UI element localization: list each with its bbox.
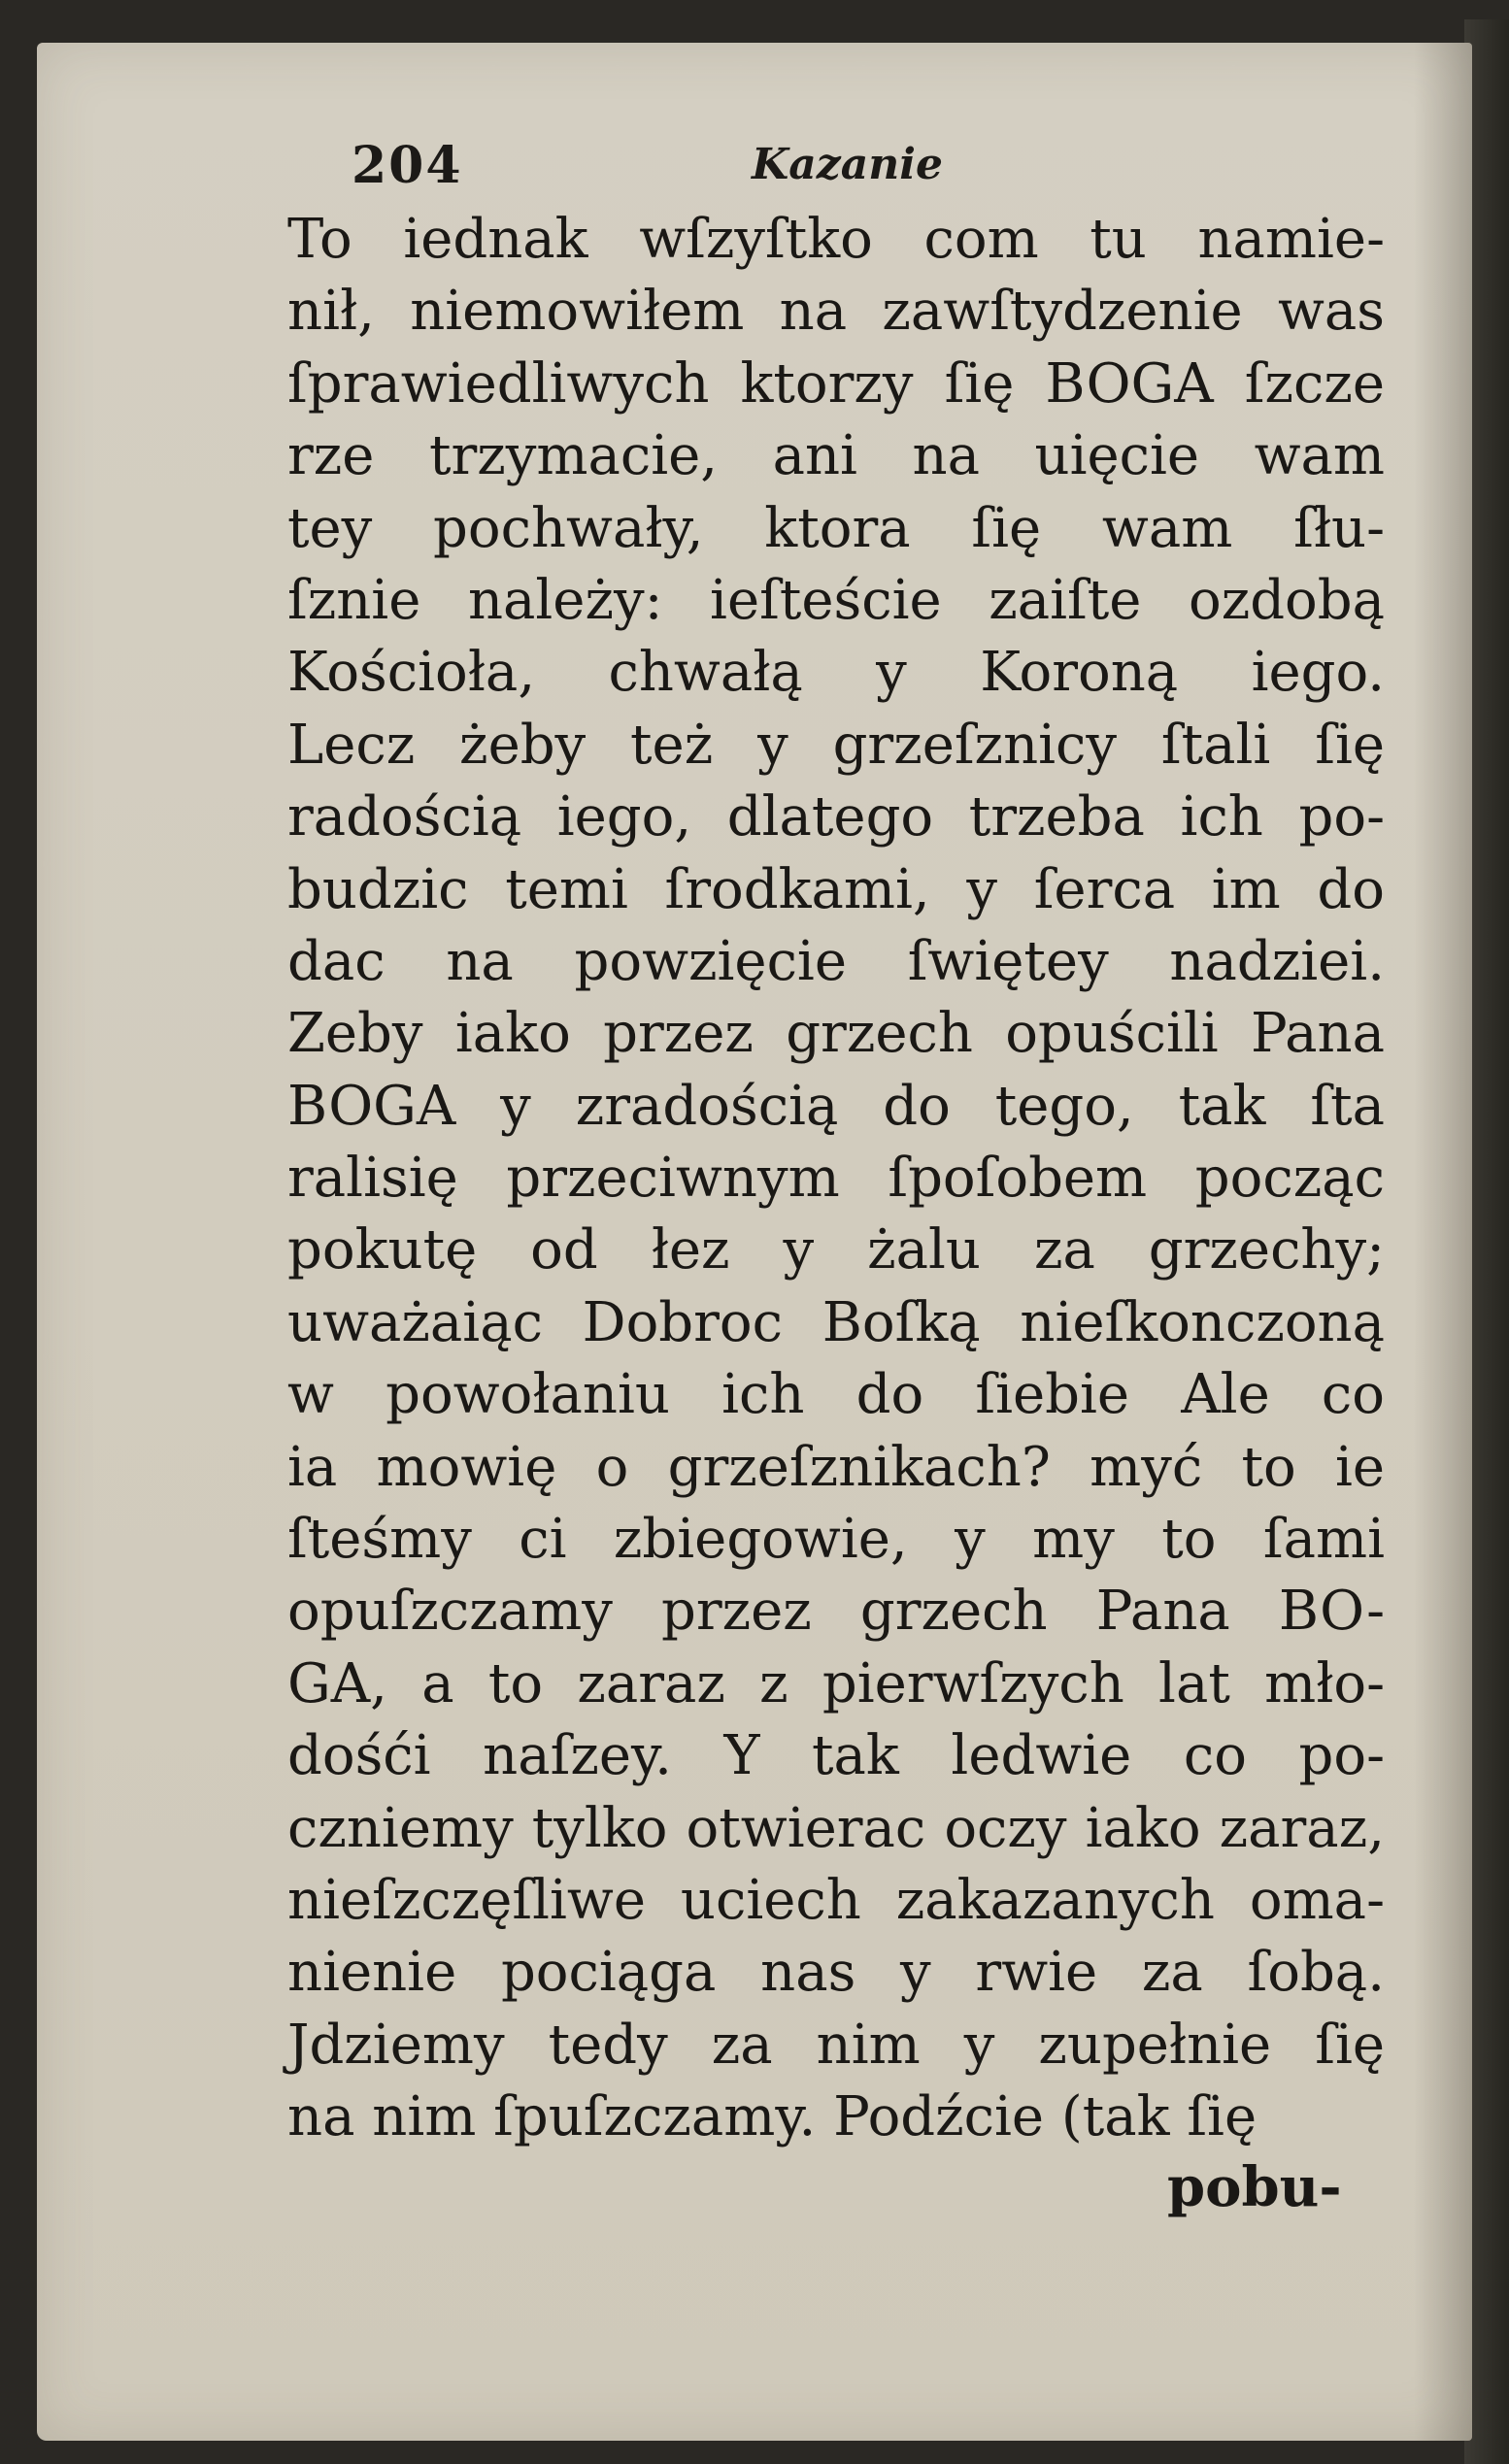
running-head [291,136,1359,204]
text-line: Kościoła, chwałą y Koroną iego. [287,641,1385,705]
text-line: opuſzczamy przez grzech Pana BO- [287,1580,1385,1644]
text-line: ſprawiedliwych ktorzy ſię BOGA ſzcze [287,351,1385,416]
text-line: Jdziemy tedy za nim y zupełnie ſię [287,2013,1385,2077]
page-number: 204 [352,136,463,195]
text-line: To iednak wſzyſtko com tu namie- [287,208,1385,271]
text-line: ſznie należy: ieſteście zaiſte ozdobą [287,568,1385,632]
catchword: pobu- [1167,2155,1342,2219]
text-line: nienie pociąga nas y rwie za ſobą. [287,1941,1385,2005]
text-line: ralisię przeciwnym ſpoſobem począc [287,1147,1385,1211]
text-line: w powołaniu ich do ſiebie Ale co [287,1363,1385,1427]
text-line: budzic temi ſrodkami, y ſerca im do [287,857,1385,921]
text-line: ſteśmy ci zbiegowie, y my to ſami [287,1508,1385,1572]
text-line: pokutę od łez y żalu za grzechy; [287,1218,1385,1282]
text-line: nieſzczęſliwe uciech zakazanych oma- [287,1868,1385,1932]
text-line: GA, a to zaraz z pierwſzych lat mło- [287,1651,1385,1715]
text-line: BOGA y zradością do tego, tak ſta [287,1074,1385,1138]
running-title: Kazanie [752,140,943,189]
text-line: ia mowię o grzeſznikach? myć to ie [287,1435,1385,1499]
text-line: Zeby iako przez grzech opuścili Pana [287,1002,1385,1066]
text-line: rze trzymacie, ani na uięcie wam [287,424,1385,488]
text-line: na nim ſpuſzczamy. Podźcie (tak ſię [287,2085,1258,2149]
page-shadow [1414,43,1472,2441]
text-line: dośći naſzey. Y tak ledwie co po- [287,1724,1385,1788]
text-line: radością iego, dlatego trzeba ich po- [287,785,1385,849]
text-line: dac na powzięcie ſwiętey nadziei. [287,929,1385,993]
text-line: uważaiąc Dobroc Boſką nieſkonczoną [287,1290,1385,1354]
text-line: tey pochwały, ktora ſię wam ſłu- [287,496,1385,560]
body-text [287,204,1385,2154]
text-line: nił, niemowiłem na zawſtydzenie was [287,280,1385,344]
text-line: czniemy tylko otwierac oczy iako zaraz, [287,1796,1385,1860]
text-line: Lecz żeby też y grzeſznicy ſtali ſię [287,713,1385,777]
